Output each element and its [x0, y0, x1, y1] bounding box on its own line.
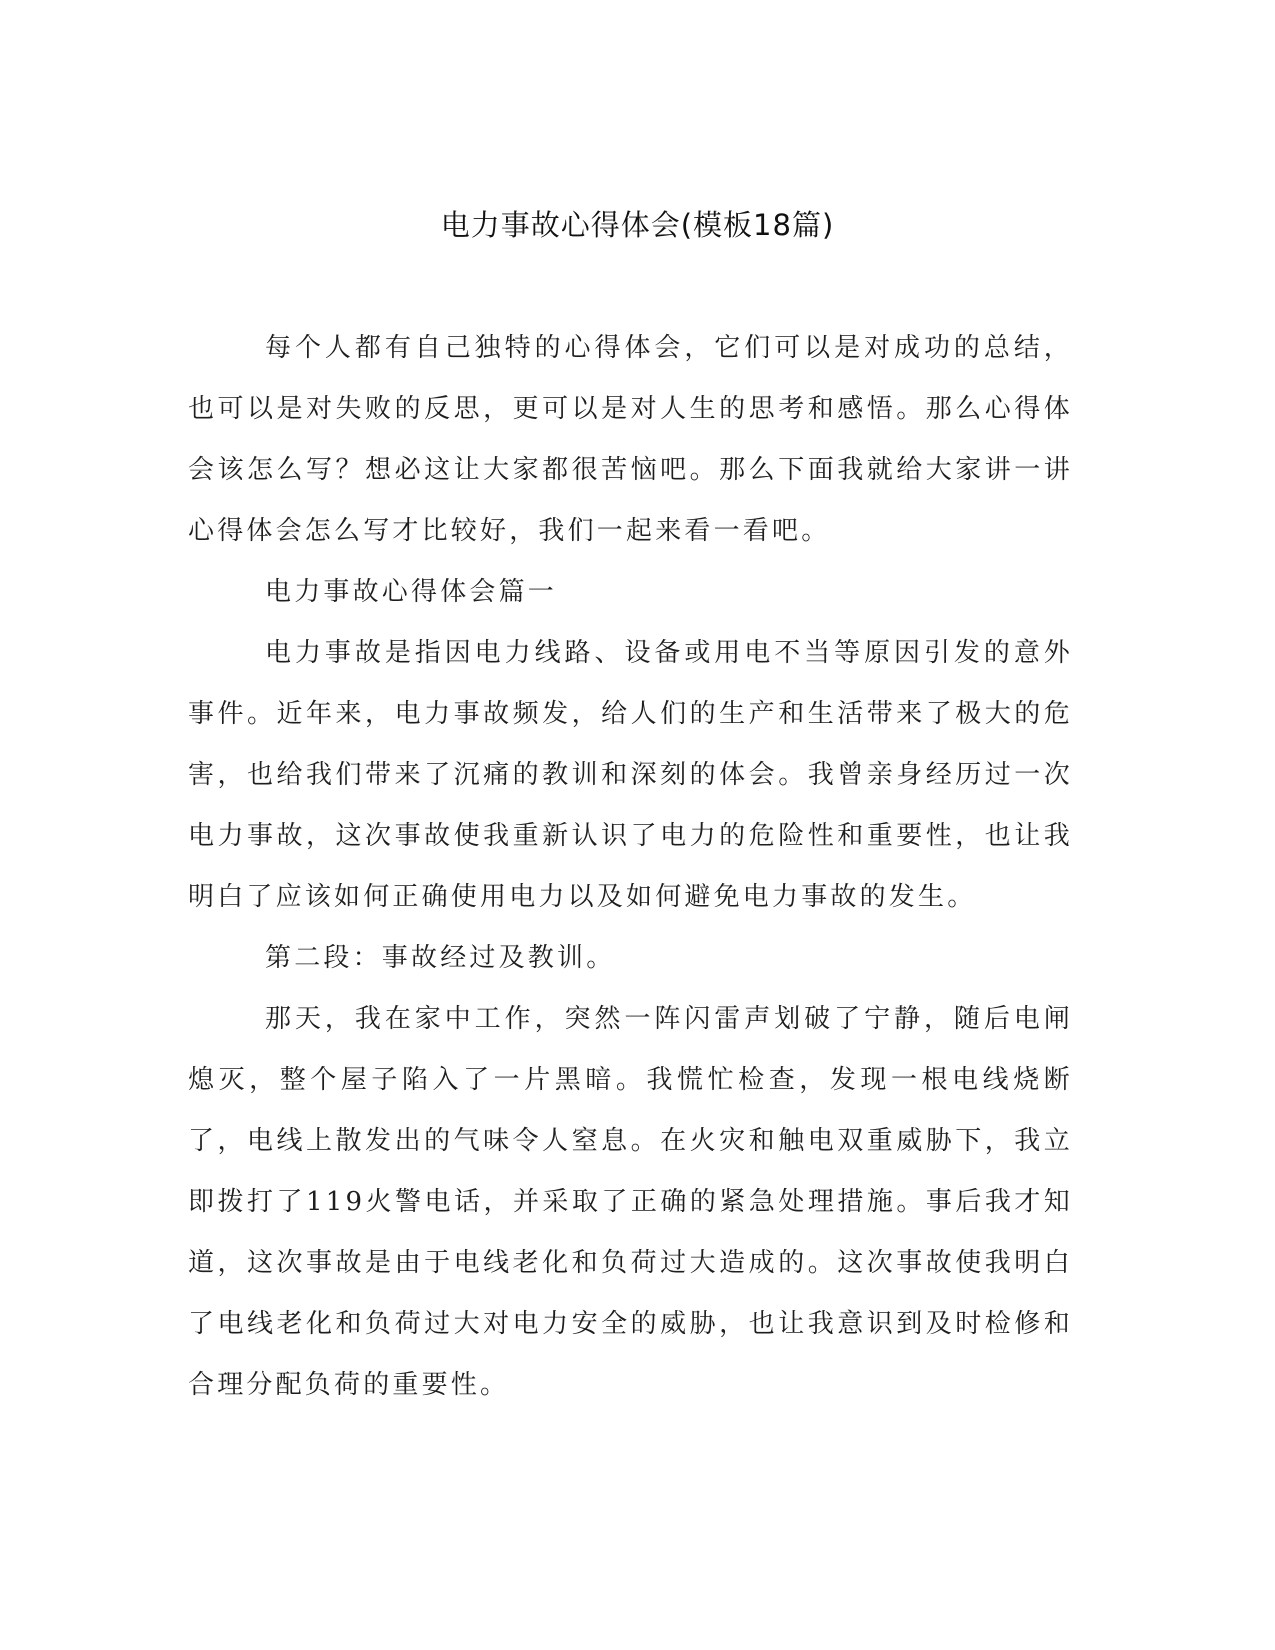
document-body — [188, 318, 1073, 1416]
intro-paragraph: 每个人都有自己独特的心得体会，它们可以是对成功的总结，也可以是对失败的反思，更可以是对人生的思考和感悟。那么心得体会该怎么写？想必这让大家都很苦恼吧。那么下面我就给大家讲一讲心得体会怎么写才比较好，我们一起来看一看吧。 — [188, 333, 1073, 546]
section-heading-part-one: 电力事故心得体会篇一 — [265, 577, 558, 607]
document-title: 电力事故心得体会(模板18篇) — [440, 208, 835, 242]
section-heading-second: 第二段：事故经过及教训。 — [265, 943, 616, 973]
body-paragraph: 电力事故是指因电力线路、设备或用电不当等原因引发的意外事件。近年来，电力事故频发，给人们的生产和生活带来了极大的危害，也给我们带来了沉痛的教训和深刻的体会。我曾亲身经历过一次电力事故，这次事故使我重新认识了电力的危险性和重要性，也让我明白了应该如何正确使用电力以及如何避免电力事故的发生。 — [188, 638, 1073, 912]
body-paragraph: 那天，我在家中工作，突然一阵闪雷声划破了宁静，随后电闸熄灭，整个屋子陷入了一片黑暗。我慌忙检查，发现一根电线烧断了，电线上散发出的气味令人窒息。在火灾和触电双重威胁下，我立即拨打了119火警电话，并采取了正确的紧急处理措施。事后我才知道，这次事故是由于电线老化和负荷过大造成的。这次事故使我明白了电线老化和负荷过大对电力安全的威胁，也让我意识到及时检修和合理分配负荷的重要性。 — [188, 1004, 1073, 1400]
